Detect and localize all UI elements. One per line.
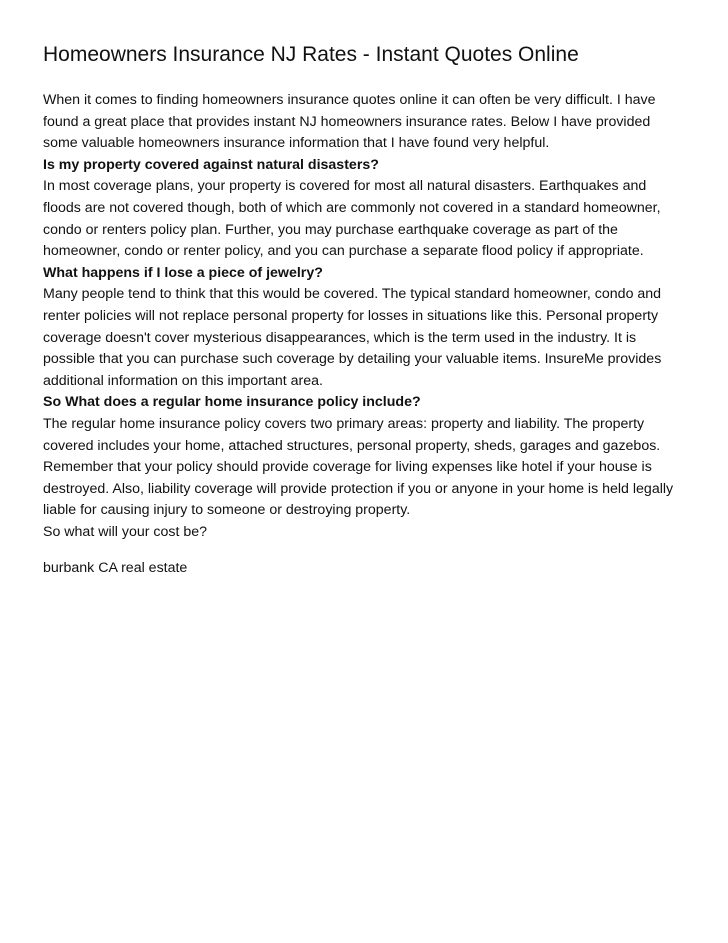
answer-line: coverage doesn't cover mysterious disappearances, which is the term used in the industry. It is	[43, 329, 637, 346]
page-title: Homeowners Insurance NJ Rates - Instant Quotes Online	[43, 43, 579, 66]
intro-line: found a great place that provides instant NJ homeowners insurance rates. Below I have provided	[43, 113, 651, 130]
intro-line: When it comes to finding homeowners insurance quotes online it can often be very difficult. I have	[43, 92, 656, 108]
section-question: What happens if I lose a piece of jewelry?	[43, 264, 323, 281]
answer-line: liable for causing injury to someone or destroying property.	[43, 502, 411, 519]
section-natural-disasters	[43, 155, 693, 263]
answer-line: homeowner, condo or renter policy, and you can purchase a separate flood policy if appropriate.	[43, 243, 644, 260]
answer-line: destroyed. Also, liability coverage will provide protection if you or anyone in your home is held legally	[43, 480, 674, 497]
answer-line: floods are not covered though, both of which are commonly not covered in a standard homeowner,	[43, 199, 661, 216]
section-question: Is my property covered against natural disasters?	[43, 156, 379, 173]
footer-link[interactable]: burbank CA real estate	[43, 560, 188, 577]
answer-line: In most coverage plans, your property is covered for most all natural disasters. Earthquakes and	[43, 178, 647, 195]
section-jewelry	[43, 263, 693, 393]
section-policy-coverage	[43, 392, 693, 522]
closing-line: So what will your cost be?	[43, 523, 208, 540]
answer-line: The regular home insurance policy covers two primary areas: property and liability. The property	[43, 415, 645, 432]
intro-line: some valuable homeowners insurance information that I have found very helpful.	[43, 135, 550, 152]
paragraph-spacer	[43, 543, 693, 558]
answer-line: Remember that your policy should provide coverage for living expenses like hotel if your house is	[43, 459, 652, 476]
intro-paragraph	[43, 90, 693, 155]
answer-line: renter policies will not replace personal property for losses in situations like this. Personal property	[43, 307, 659, 324]
document-body	[43, 90, 693, 580]
answer-line: Many people tend to think that this would be covered. The typical standard homeowner, condo and	[43, 286, 662, 303]
answer-line: condo or renters policy plan. Further, you may purchase earthquake coverage as part of the	[43, 221, 618, 238]
answer-line: possible that you can purchase such coverage by detailing your valuable items. InsureMe provides	[43, 351, 662, 368]
answer-line: additional information on this important area.	[43, 372, 323, 389]
section-question: So What does a regular home insurance policy include?	[43, 394, 421, 411]
answer-line: covered includes your home, attached structures, personal property, sheds, garages and gazebos.	[43, 437, 661, 454]
